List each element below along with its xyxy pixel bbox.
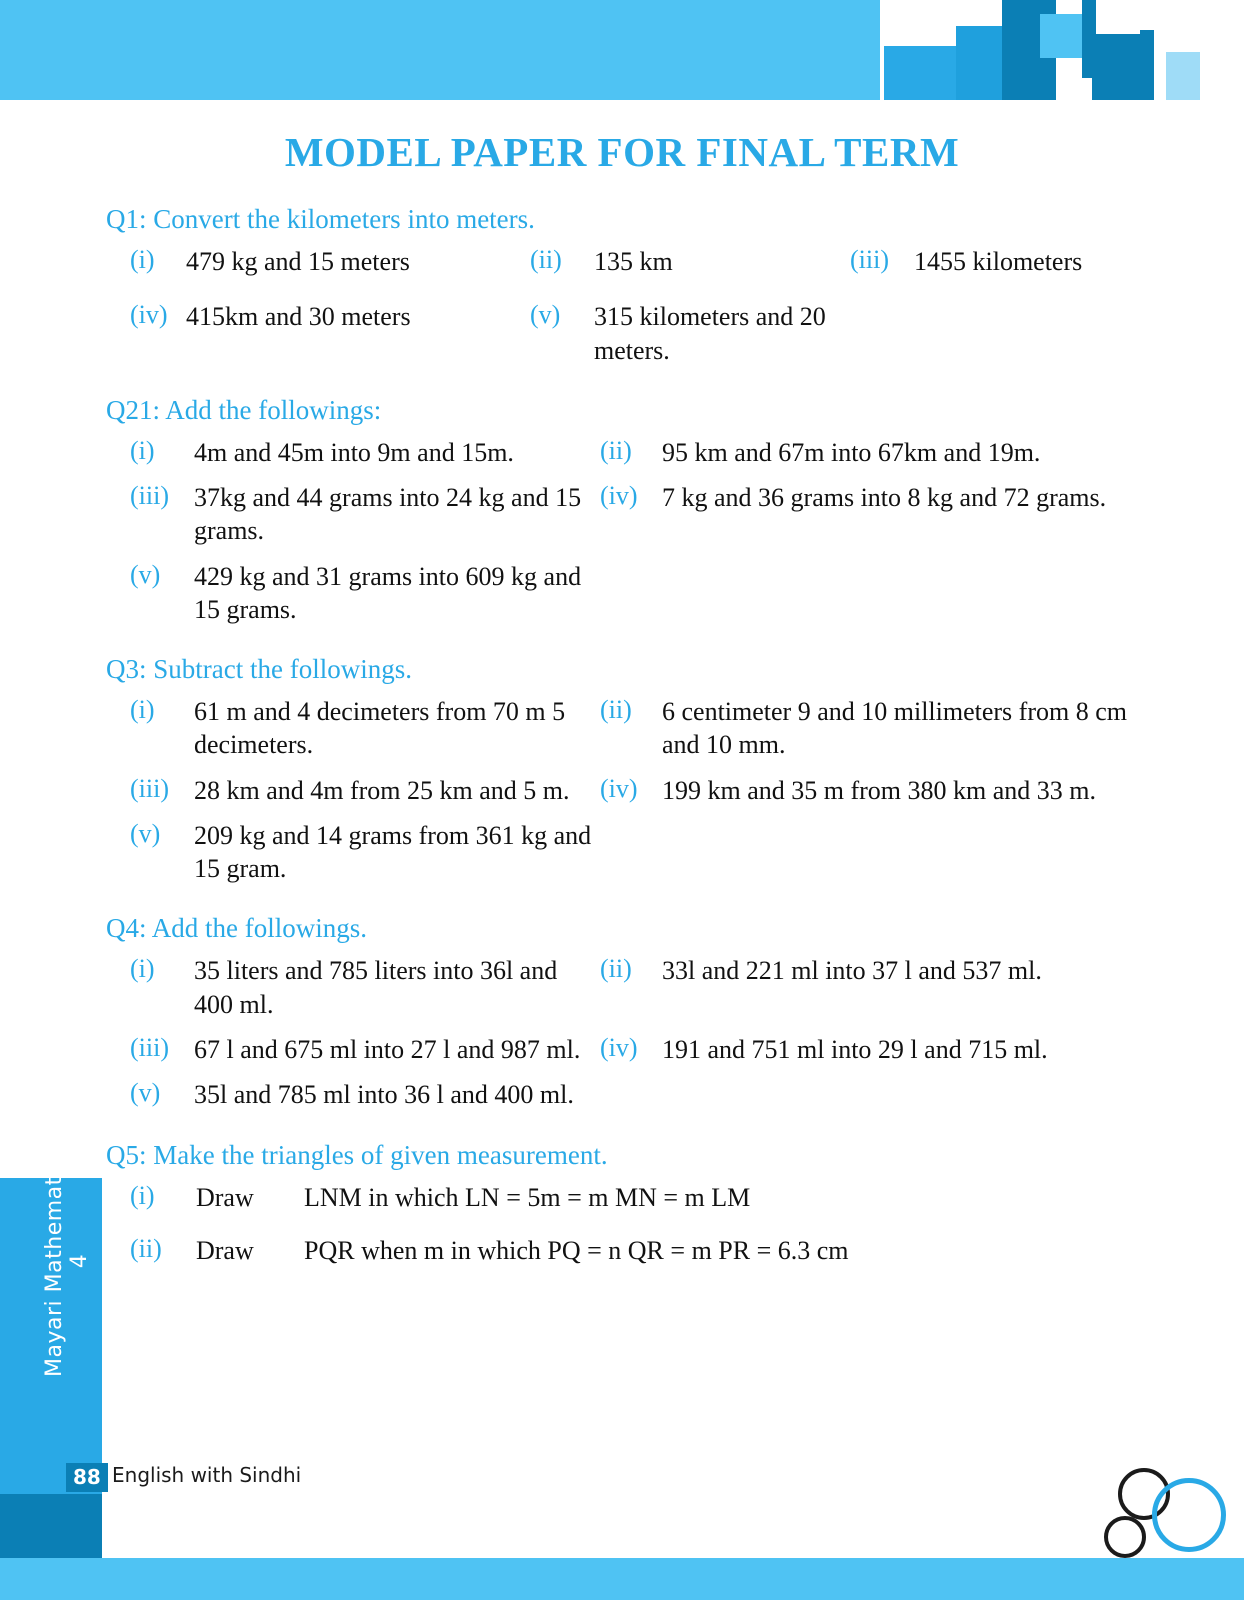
header-square-9	[1200, 52, 1244, 100]
footer-circle-3	[1104, 1516, 1146, 1558]
item-text: 415km and 30 meters	[186, 302, 411, 332]
item-marker: (i)	[130, 435, 155, 465]
item-draw-label: Draw	[196, 1235, 254, 1265]
item-row	[130, 695, 1190, 762]
item-text: 429 kg and 31 grams into 609 kg and 15 grams.	[194, 561, 582, 624]
list-item	[130, 954, 600, 1021]
list-item	[130, 819, 600, 886]
list-item	[600, 1033, 1120, 1066]
item-row	[130, 819, 1190, 886]
item-marker: (iii)	[130, 481, 169, 511]
item-row	[130, 300, 1190, 367]
item-marker: (iv)	[600, 1032, 638, 1062]
question-items-q21	[130, 436, 1190, 626]
item-marker: (iv)	[130, 300, 168, 330]
item-row	[130, 1181, 1190, 1214]
footer-band	[0, 1558, 1244, 1600]
item-row	[130, 1033, 1190, 1066]
list-item	[130, 436, 600, 469]
list-item	[130, 245, 530, 278]
item-marker: (v)	[130, 559, 161, 589]
list-item	[130, 1181, 750, 1214]
item-text: 61 m and 4 decimeters from 70 m 5 decimeters.	[194, 697, 566, 760]
list-item	[600, 774, 1140, 807]
item-marker: (i)	[130, 695, 155, 725]
item-text: 135 km	[594, 247, 673, 276]
question-items-q1	[130, 245, 1190, 367]
item-text: 67 l and 675 ml into 27 l and 987 ml.	[194, 1034, 581, 1064]
item-text: 479 kg and 15 meters	[186, 247, 410, 276]
item-row	[130, 774, 1190, 807]
item-text: 6 centimeter 9 and 10 millimeters from 8 cm and 10 mm.	[662, 697, 1127, 760]
item-marker: (iv)	[600, 481, 638, 511]
item-marker: (iv)	[600, 773, 638, 803]
list-item	[850, 245, 1082, 278]
item-text: 28 km and 4m from 25 km and 5 m.	[194, 775, 570, 805]
question-heading-q4: Q4: Add the followings.	[106, 913, 367, 944]
list-item	[130, 1234, 849, 1267]
item-text: 35l and 785 ml into 36 l and 400 ml.	[194, 1080, 574, 1110]
item-row	[130, 1234, 1190, 1267]
item-row	[130, 481, 1190, 548]
item-marker: (ii)	[530, 245, 562, 274]
list-item	[530, 300, 850, 367]
list-item	[130, 1078, 600, 1111]
footer-circle-2	[1152, 1478, 1226, 1552]
item-text: LNM in which LN = 5m = m MN = m LM	[304, 1182, 751, 1212]
header-band	[0, 0, 1244, 100]
header-square-6	[1092, 30, 1154, 100]
item-marker: (ii)	[600, 695, 632, 725]
spine-block-dark	[0, 1494, 102, 1558]
item-draw-label: Draw	[196, 1182, 254, 1212]
item-marker: (iii)	[130, 1032, 169, 1062]
item-text: 35 liters and 785 liters into 36l and 400 ml.	[194, 956, 558, 1019]
list-item	[530, 245, 850, 278]
item-row	[130, 245, 1190, 278]
item-marker: (i)	[130, 954, 155, 984]
list-item	[600, 436, 1120, 469]
item-marker: (v)	[130, 1078, 161, 1108]
item-text: 199 km and 35 m from 380 km and 33 m.	[662, 775, 1097, 805]
header-square-8	[1166, 52, 1200, 100]
question-items-q4	[130, 954, 1190, 1111]
question-heading-q3: Q3: Subtract the followings.	[106, 654, 412, 685]
item-row	[130, 954, 1190, 1021]
item-text: 95 km and 67m into 67km and 19m.	[662, 437, 1041, 467]
item-text: 315 kilometers and 20 meters.	[594, 302, 826, 365]
question-heading-q5: Q5: Make the triangles of given measurement.	[106, 1139, 608, 1170]
item-marker: (v)	[130, 818, 161, 848]
question-items-q5	[130, 1181, 1190, 1268]
list-item	[600, 954, 1120, 987]
list-item	[130, 695, 600, 762]
list-item	[130, 1033, 600, 1066]
item-text: 37kg and 44 grams into 24 kg and 15 grams.	[194, 483, 582, 546]
question-items-q3	[130, 695, 1190, 885]
item-marker: (iii)	[850, 245, 889, 274]
item-text: PQR when m in which PQ = n QR = m PR = 6.3 cm	[304, 1235, 849, 1265]
header-square-7	[1096, 0, 1140, 34]
item-text: 191 and 751 ml into 29 l and 715 ml.	[662, 1034, 1048, 1064]
page-title: MODEL PAPER FOR FINAL TERM	[284, 129, 960, 175]
item-marker: (i)	[130, 1180, 155, 1210]
item-text: 7 kg and 36 grams into 8 kg and 72 grams.	[662, 483, 1107, 513]
item-text: 4m and 45m into 9m and 15m.	[194, 437, 514, 467]
item-marker: (ii)	[600, 954, 632, 984]
footer-label: English with Sindhi	[112, 1463, 302, 1487]
question-heading-q1: Q1: Convert the kilometers into meters.	[106, 204, 535, 234]
list-item	[130, 774, 600, 807]
page-content	[0, 100, 1244, 1287]
list-item	[130, 481, 600, 548]
item-marker: (ii)	[130, 1233, 162, 1263]
header-square-4	[1040, 14, 1084, 58]
item-row	[130, 560, 1190, 627]
item-row	[130, 436, 1190, 469]
item-text: 209 kg and 14 grams from 361 kg and 15 gram.	[194, 820, 592, 884]
item-row	[130, 1078, 1190, 1111]
spine-title: Mayari Mathematics 4	[42, 1145, 92, 1377]
question-heading-q21: Q21: Add the followings:	[106, 394, 382, 425]
item-marker: (v)	[530, 300, 561, 330]
item-text: 33l and 221 ml into 37 l and 537 ml.	[662, 956, 1042, 986]
page-number: 88	[66, 1463, 108, 1492]
list-item	[600, 481, 1120, 514]
list-item	[600, 695, 1140, 762]
item-marker: (i)	[130, 245, 155, 274]
item-text: 1455 kilometers	[914, 247, 1083, 276]
item-marker: (iii)	[130, 773, 169, 803]
item-marker: (ii)	[600, 435, 632, 465]
list-item	[130, 560, 600, 627]
list-item	[130, 300, 530, 333]
